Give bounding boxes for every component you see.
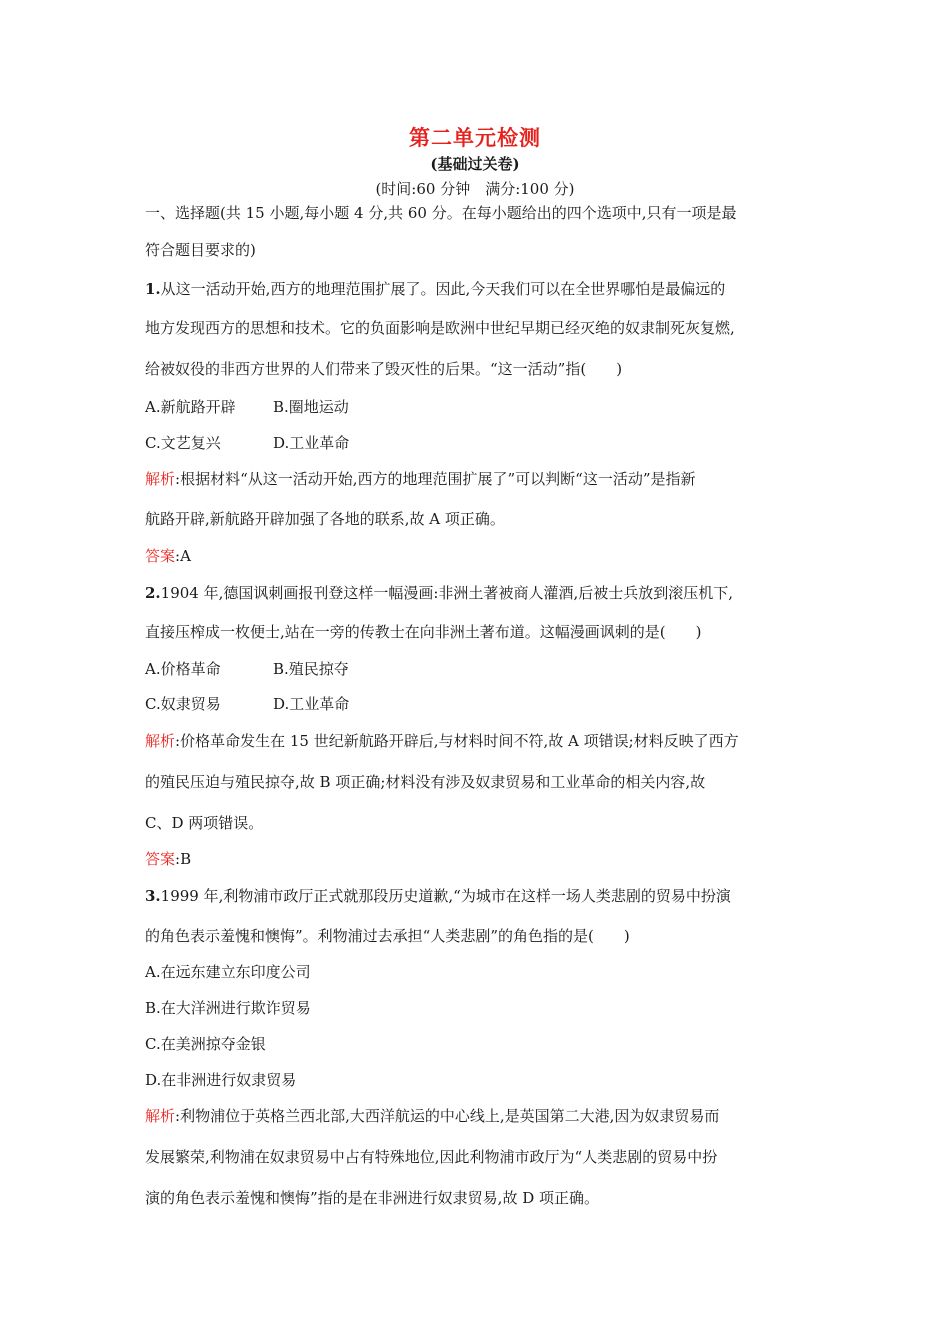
q3-option-c: C.在美洲掠夺金银 bbox=[145, 1035, 266, 1053]
q3-analysis-line-1: 解析:利物浦位于英格兰西北部,大西洋航运的中心线上,是英国第二大港,因为奴隶贸易而 bbox=[145, 1107, 720, 1125]
q1-analysis-line-1: 解析:根据材料“从这一活动开始,西方的地理范围扩展了”可以判断“这一活动”是指新 bbox=[145, 470, 696, 488]
q1-option-d: D.工业革命 bbox=[273, 434, 350, 452]
q2-analysis-line-2: 的殖民压迫与殖民掠夺,故 B 项正确;材料没有涉及奴隶贸易和工业革命的相关内容,故 bbox=[145, 773, 706, 791]
q2-option-b: B.殖民掠夺 bbox=[273, 660, 349, 678]
q1-option-c: C.文艺复兴 bbox=[145, 434, 221, 452]
q3-option-d: D.在非洲进行奴隶贸易 bbox=[145, 1071, 297, 1089]
page-title: 第二单元检测 bbox=[409, 125, 541, 150]
q2-number: 2. bbox=[145, 584, 161, 602]
q3-analysis-line-3: 演的角色表示羞愧和懊悔”指的是在非洲进行奴隶贸易,故 D 项正确。 bbox=[145, 1189, 600, 1207]
q2-analysis-label: 解析 bbox=[145, 732, 176, 750]
q1-stem-line-3: 给被奴役的非西方世界的人们带来了毁灭性的后果。“这一活动”指( ) bbox=[145, 360, 623, 378]
q1-analysis-label: 解析 bbox=[145, 470, 176, 488]
q3-option-a: A.在远东建立东印度公司 bbox=[145, 963, 311, 981]
q3-analysis-line-2: 发展繁荣,利物浦在奴隶贸易中占有特殊地位,因此利物浦市政厅为“人类悲剧的贸易中扮 bbox=[145, 1148, 718, 1166]
q1-answer: 答案:A bbox=[145, 547, 191, 565]
q1-options-row-2 bbox=[145, 433, 815, 453]
q2-analysis-line-3: C、D 两项错误。 bbox=[145, 814, 264, 832]
q3-stem-line-1: 3.1999 年,利物浦市政厅正式就那段历史道歉,“为城市在这样一场人类悲剧的贸易中扮演 bbox=[145, 887, 731, 905]
section-heading-line-1: 一、选择题(共 15 小题,每小题 4 分,共 60 分。在每小题给出的四个选项中,只有一项是最 bbox=[145, 204, 737, 222]
q2-option-a: A.价格革命 bbox=[145, 660, 221, 678]
q2-stem-line-2: 直接压榨成一枚便士,站在一旁的传教士在向非洲土著布道。这幅漫画讽刺的是( ) bbox=[145, 623, 702, 641]
page-subtitle: (基础过关卷) bbox=[430, 155, 520, 173]
q1-answer-label: 答案 bbox=[145, 547, 176, 565]
q1-number: 1. bbox=[145, 280, 161, 298]
q1-stem-line-1: 1.从这一活动开始,西方的地理范围扩展了。因此,今天我们可以在全世界哪怕是最偏远的 bbox=[145, 280, 726, 298]
q2-analysis-line-1: 解析:价格革命发生在 15 世纪新航路开辟后,与材料时间不符,故 A 项错误;材料反映了西方 bbox=[145, 732, 739, 750]
q2-option-d: D.工业革命 bbox=[273, 695, 350, 713]
q1-analysis-line-2: 航路开辟,新航路开辟加强了各地的联系,故 A 项正确。 bbox=[145, 510, 505, 528]
section-heading-line-2: 符合题目要求的) bbox=[145, 241, 256, 259]
q1-options-row-1 bbox=[145, 397, 815, 417]
q2-options-row-1 bbox=[145, 659, 815, 679]
q2-answer: 答案:B bbox=[145, 850, 192, 868]
q1-stem-line-2: 地方发现西方的思想和技术。它的负面影响是欧洲中世纪早期已经灭绝的奴隶制死灰复燃, bbox=[145, 319, 735, 337]
q3-analysis-label: 解析 bbox=[145, 1107, 176, 1125]
q2-stem-line-1: 2.1904 年,德国讽刺画报刊登这样一幅漫画:非洲土著被商人灌酒,后被士兵放到滚压机下, bbox=[145, 584, 733, 602]
exam-meta: (时间:60 分钟 满分:100 分) bbox=[375, 180, 575, 198]
q3-option-b: B.在大洋洲进行欺诈贸易 bbox=[145, 999, 311, 1017]
q2-answer-label: 答案 bbox=[145, 850, 176, 868]
q3-number: 3. bbox=[145, 887, 161, 905]
q3-stem-line-2: 的角色表示羞愧和懊悔”。利物浦过去承担“人类悲剧”的角色指的是( ) bbox=[145, 927, 630, 945]
q2-options-row-2 bbox=[145, 694, 815, 714]
q1-option-a: A.新航路开辟 bbox=[145, 398, 236, 416]
q2-option-c: C.奴隶贸易 bbox=[145, 695, 221, 713]
q1-option-b: B.圈地运动 bbox=[273, 398, 349, 416]
